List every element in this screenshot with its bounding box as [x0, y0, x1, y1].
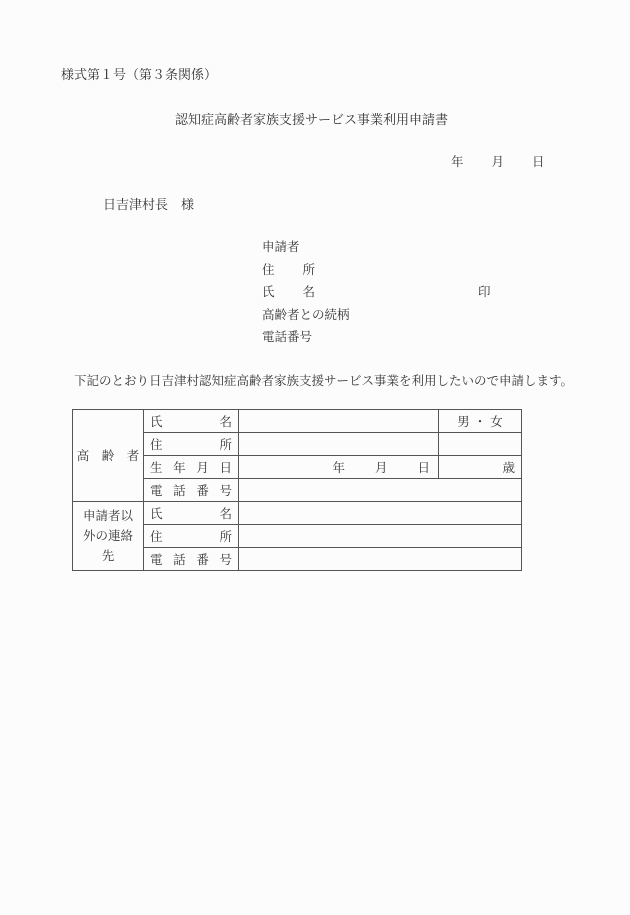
applicant-phone-label: 電話番号 — [262, 329, 313, 344]
label-char: 話 — [173, 483, 186, 498]
birth-year-label: 年 — [332, 460, 345, 475]
application-table — [72, 409, 522, 571]
date-day-label: 日 — [532, 154, 545, 169]
birth-day-label: 日 — [417, 460, 430, 475]
name-label-char: 氏 — [262, 284, 275, 299]
label-char: 日 — [219, 460, 232, 475]
seal-mark: 印 — [478, 284, 491, 299]
applicant-heading: 申請者 — [262, 239, 300, 254]
elderly-birthdate-field[interactable] — [239, 456, 439, 479]
label-char: 所 — [219, 529, 232, 544]
label-char: 号 — [219, 552, 232, 567]
label-char: 住 — [150, 437, 163, 452]
elderly-phone-label — [144, 479, 239, 502]
elderly-address-field[interactable] — [239, 433, 439, 456]
contact-address-field[interactable] — [239, 525, 522, 548]
document-title: 認知症高齢者家族支援サービス事業利用申請書 — [175, 113, 449, 128]
label-char: 番 — [196, 483, 209, 498]
label-char: 号 — [219, 483, 232, 498]
label-char: 住 — [150, 529, 163, 544]
address-label-char: 住 — [262, 261, 275, 277]
table-row — [73, 502, 522, 525]
label-char: 年 — [173, 460, 186, 475]
contact-label-line: 申請者以 — [82, 508, 133, 523]
date-year-label: 年 — [451, 154, 464, 169]
label-char: 氏 — [150, 506, 163, 521]
contact-label-line: 先 — [101, 548, 115, 563]
contact-name-field[interactable] — [239, 502, 522, 525]
label-char: 氏 — [150, 414, 163, 429]
date-month-label: 月 — [491, 154, 505, 169]
contact-phone-label — [144, 548, 239, 571]
elderly-sex-field[interactable]: 男 ・ 女 — [439, 410, 522, 433]
label-char: 月 — [196, 460, 209, 475]
birth-month-label: 月 — [374, 460, 388, 475]
form-number: 様式第１号（第３条関係） — [61, 68, 218, 83]
date-line — [451, 156, 545, 169]
label-char: 名 — [219, 414, 232, 429]
label-char: 番 — [196, 552, 209, 567]
request-statement: 下記のとおり日吉津村認知症高齢者家族支援サービス事業を利用したいので申請します。 — [74, 373, 574, 388]
contact-group-label — [73, 502, 144, 571]
elderly-group-label: 高 齢 者 — [73, 410, 144, 502]
label-char: 電 — [150, 483, 163, 498]
applicant-block — [262, 239, 491, 354]
applicant-relationship-label: 高齢者との続柄 — [262, 306, 350, 322]
contact-phone-field[interactable] — [239, 548, 522, 571]
elderly-name-field[interactable] — [239, 410, 439, 433]
applicant-address-label — [262, 261, 350, 287]
contact-label-line: 外の連絡 — [82, 528, 133, 543]
elderly-name-label — [144, 410, 239, 433]
label-char: 電 — [150, 552, 163, 567]
table-row — [73, 410, 522, 433]
address-label-char: 所 — [302, 261, 316, 277]
name-label-char: 名 — [302, 284, 316, 299]
label-char: 生 — [150, 460, 163, 475]
elderly-age-field[interactable]: 歳 — [439, 456, 522, 479]
applicant-name-label — [262, 284, 491, 309]
addressee: 日吉津村長 様 — [103, 198, 195, 213]
elderly-address-extra-field[interactable] — [439, 433, 522, 456]
elderly-phone-field[interactable] — [239, 479, 522, 502]
elderly-address-label — [144, 433, 239, 456]
contact-address-label — [144, 525, 239, 548]
contact-name-label — [144, 502, 239, 525]
elderly-birthdate-label — [144, 456, 239, 479]
label-char: 所 — [219, 437, 232, 452]
label-char: 話 — [173, 552, 186, 567]
label-char: 名 — [219, 506, 232, 521]
